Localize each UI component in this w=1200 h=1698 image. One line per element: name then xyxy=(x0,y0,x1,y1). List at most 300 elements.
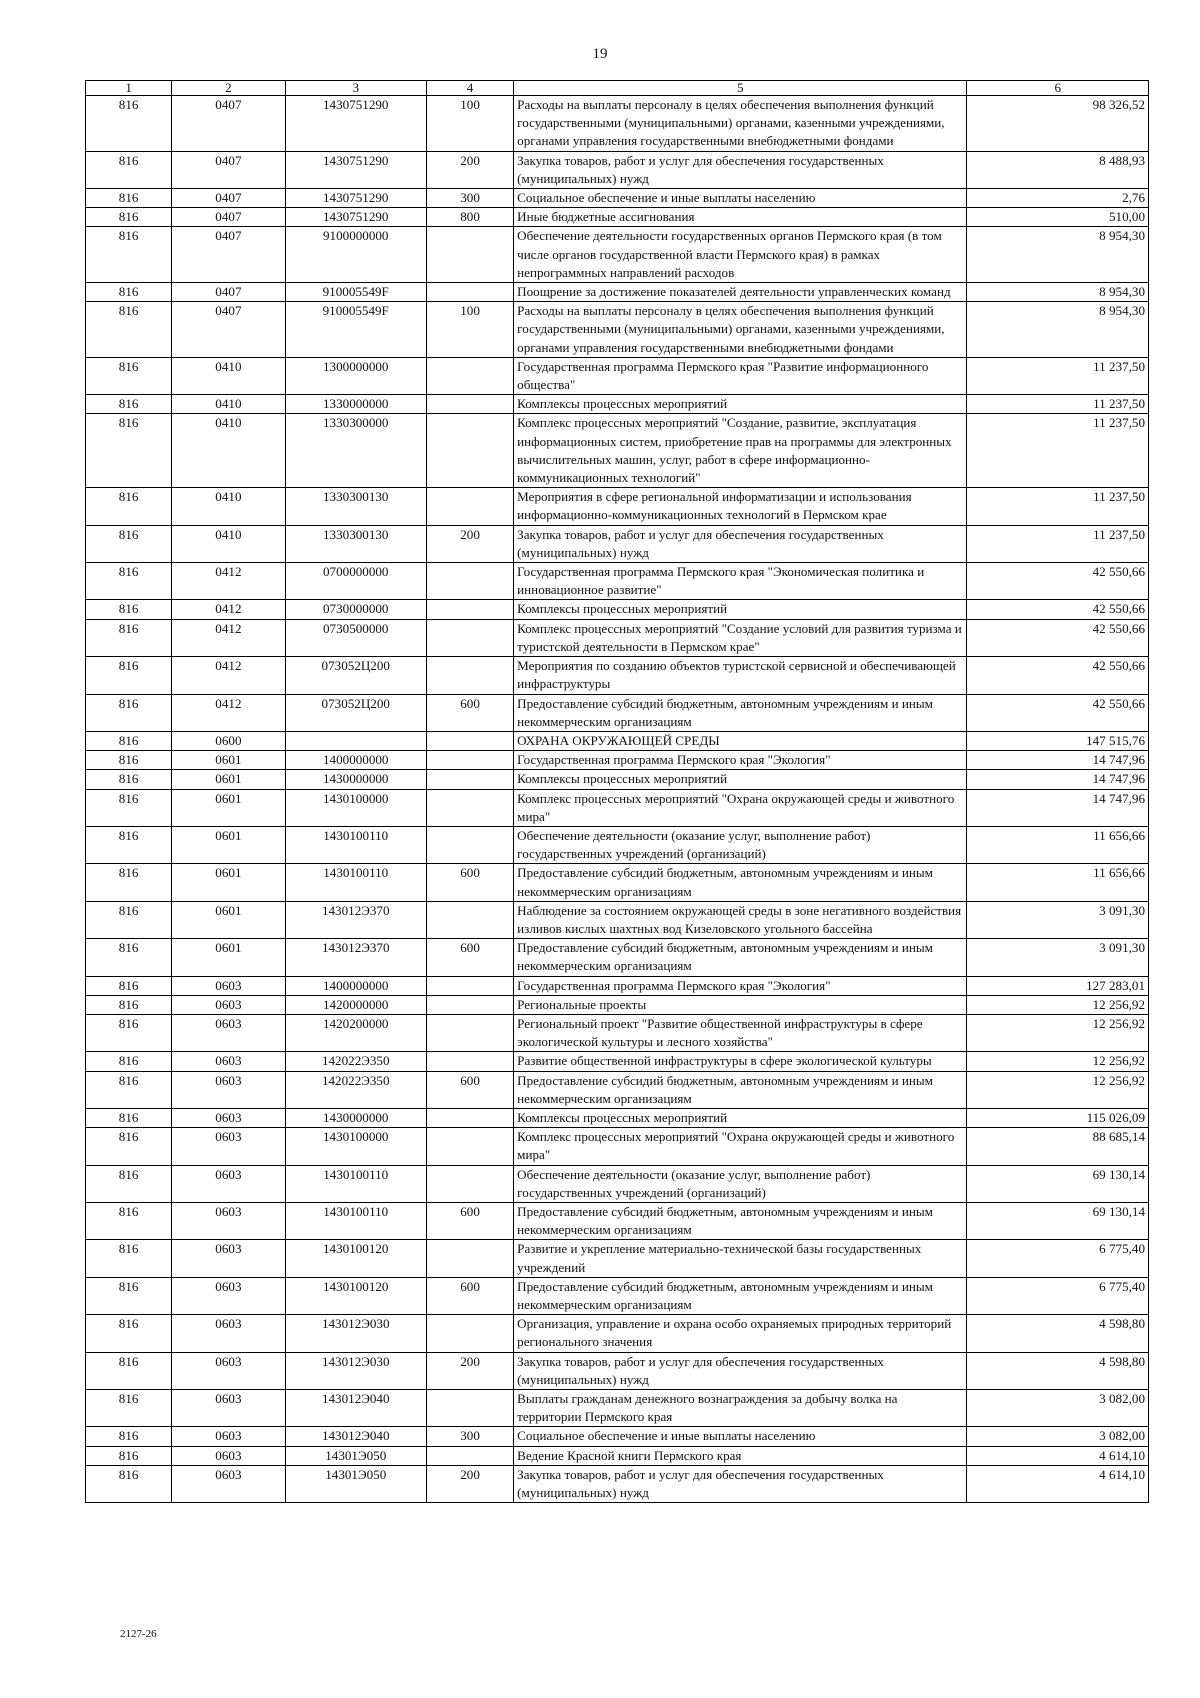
cell-target-article: 1430751290 xyxy=(285,208,426,227)
cell-ministry-code: 816 xyxy=(86,619,172,656)
cell-target-article: 142022Э350 xyxy=(285,1071,426,1108)
cell-description: Закупка товаров, работ и услуг для обеспечения государственных (муниципальных) нужд xyxy=(514,151,967,188)
cell-description: Комплекс процессных мероприятий "Создание условий для развития туризма и туристской деятельности в Пермском крае" xyxy=(514,619,967,656)
cell-description: Социальное обеспечение и иные выплаты населению xyxy=(514,1427,967,1446)
cell-ministry-code: 816 xyxy=(86,901,172,938)
cell-target-article: 143012Э370 xyxy=(285,901,426,938)
cell-expense-type xyxy=(426,1014,513,1051)
cell-description: Комплекс процессных мероприятий "Создание, развитие, эксплуатация информационных систем, приобретение прав на программы для электронных вычислительных машин, услуг, работ в сфере информационно-коммуникационных технологий" xyxy=(514,414,967,488)
cell-expense-type xyxy=(426,789,513,826)
cell-expense-type xyxy=(426,619,513,656)
column-header: 1 xyxy=(86,81,172,96)
cell-target-article: 1300000000 xyxy=(285,357,426,394)
cell-ministry-code: 816 xyxy=(86,600,172,619)
cell-ministry-code: 816 xyxy=(86,1014,172,1051)
cell-expense-type: 300 xyxy=(426,1427,513,1446)
table-row xyxy=(86,1315,1149,1352)
cell-section-code: 0412 xyxy=(172,657,285,694)
table-row xyxy=(86,939,1149,976)
cell-amount: 127 283,01 xyxy=(967,976,1149,995)
cell-section-code: 0603 xyxy=(172,1165,285,1202)
cell-amount: 42 550,66 xyxy=(967,563,1149,600)
cell-description: Обеспечение деятельности государственных органов Пермского края (в том числе органов государственной власти Пермского края) в рамках непрограммных направлений расходов xyxy=(514,227,967,283)
cell-section-code: 0603 xyxy=(172,1202,285,1239)
cell-target-article: 1330300000 xyxy=(285,414,426,488)
cell-amount: 42 550,66 xyxy=(967,619,1149,656)
cell-amount: 14 747,96 xyxy=(967,770,1149,789)
cell-description: Комплексы процессных мероприятий xyxy=(514,600,967,619)
cell-expense-type xyxy=(426,751,513,770)
cell-description: Развитие и укрепление материально-технической базы государственных учреждений xyxy=(514,1240,967,1277)
cell-description: Иные бюджетные ассигнования xyxy=(514,208,967,227)
budget-table xyxy=(85,80,1149,1503)
cell-target-article: 1430000000 xyxy=(285,1108,426,1127)
cell-amount: 11 656,66 xyxy=(967,826,1149,863)
cell-amount: 6 775,40 xyxy=(967,1240,1149,1277)
cell-section-code: 0410 xyxy=(172,357,285,394)
cell-description: Государственная программа Пермского края "Экономическая политика и инновационное развитие" xyxy=(514,563,967,600)
cell-section-code: 0603 xyxy=(172,1390,285,1427)
cell-target-article: 910005549F xyxy=(285,302,426,358)
cell-description: Комплекс процессных мероприятий "Охрана окружающей среды и животного мира" xyxy=(514,789,967,826)
table-row xyxy=(86,789,1149,826)
cell-ministry-code: 816 xyxy=(86,731,172,750)
cell-amount: 8 954,30 xyxy=(967,227,1149,283)
cell-ministry-code: 816 xyxy=(86,1427,172,1446)
cell-description: Региональные проекты xyxy=(514,995,967,1014)
cell-expense-type: 300 xyxy=(426,189,513,208)
cell-section-code: 0603 xyxy=(172,1352,285,1389)
cell-amount: 42 550,66 xyxy=(967,657,1149,694)
table-row xyxy=(86,302,1149,358)
cell-target-article: 1430100110 xyxy=(285,826,426,863)
cell-target-article: 143012Э040 xyxy=(285,1427,426,1446)
cell-ministry-code: 816 xyxy=(86,357,172,394)
cell-expense-type xyxy=(426,227,513,283)
cell-expense-type: 600 xyxy=(426,1071,513,1108)
table-row xyxy=(86,414,1149,488)
cell-amount: 8 954,30 xyxy=(967,283,1149,302)
cell-amount: 11 237,50 xyxy=(967,525,1149,562)
cell-ministry-code: 816 xyxy=(86,302,172,358)
cell-expense-type xyxy=(426,1165,513,1202)
cell-ministry-code: 816 xyxy=(86,1390,172,1427)
cell-expense-type xyxy=(426,770,513,789)
table-row xyxy=(86,1202,1149,1239)
cell-section-code: 0603 xyxy=(172,1108,285,1127)
table-row xyxy=(86,901,1149,938)
cell-amount: 8 488,93 xyxy=(967,151,1149,188)
cell-expense-type: 200 xyxy=(426,525,513,562)
cell-expense-type xyxy=(426,283,513,302)
cell-expense-type: 600 xyxy=(426,864,513,901)
cell-target-article: 143012Э030 xyxy=(285,1352,426,1389)
cell-ministry-code: 816 xyxy=(86,395,172,414)
cell-description: ОХРАНА ОКРУЖАЮЩЕЙ СРЕДЫ xyxy=(514,731,967,750)
cell-amount: 11 237,50 xyxy=(967,395,1149,414)
cell-target-article: 1330300130 xyxy=(285,488,426,525)
cell-ministry-code: 816 xyxy=(86,283,172,302)
cell-description: Обеспечение деятельности (оказание услуг, выполнение работ) государственных учреждений (организаций) xyxy=(514,1165,967,1202)
cell-description: Закупка товаров, работ и услуг для обеспечения государственных (муниципальных) нужд xyxy=(514,1352,967,1389)
table-row xyxy=(86,864,1149,901)
table-row xyxy=(86,1014,1149,1051)
cell-ministry-code: 816 xyxy=(86,227,172,283)
cell-section-code: 0407 xyxy=(172,283,285,302)
cell-ministry-code: 816 xyxy=(86,208,172,227)
cell-expense-type xyxy=(426,731,513,750)
cell-description: Обеспечение деятельности (оказание услуг, выполнение работ) государственных учреждений (организаций) xyxy=(514,826,967,863)
table-row xyxy=(86,1465,1149,1502)
cell-expense-type xyxy=(426,563,513,600)
cell-target-article: 910005549F xyxy=(285,283,426,302)
cell-target-article: 073052Ц200 xyxy=(285,657,426,694)
column-header: 2 xyxy=(172,81,285,96)
cell-target-article: 1430751290 xyxy=(285,189,426,208)
cell-amount: 2,76 xyxy=(967,189,1149,208)
cell-expense-type xyxy=(426,826,513,863)
cell-description: Мероприятия в сфере региональной информатизации и использования информационно-коммуникационных технологий в Пермском крае xyxy=(514,488,967,525)
cell-expense-type: 600 xyxy=(426,1202,513,1239)
cell-expense-type xyxy=(426,395,513,414)
table-row xyxy=(86,1071,1149,1108)
cell-target-article: 1430100110 xyxy=(285,864,426,901)
cell-ministry-code: 816 xyxy=(86,563,172,600)
cell-amount: 11 656,66 xyxy=(967,864,1149,901)
cell-expense-type xyxy=(426,357,513,394)
cell-section-code: 0601 xyxy=(172,751,285,770)
cell-description: Организация, управление и охрана особо охраняемых природных территорий регионального значения xyxy=(514,1315,967,1352)
cell-target-article: 0730000000 xyxy=(285,600,426,619)
cell-amount: 14 747,96 xyxy=(967,751,1149,770)
table-row xyxy=(86,283,1149,302)
cell-section-code: 0603 xyxy=(172,995,285,1014)
cell-description: Государственная программа Пермского края "Экология" xyxy=(514,751,967,770)
column-header: 6 xyxy=(967,81,1149,96)
cell-target-article xyxy=(285,731,426,750)
cell-section-code: 0603 xyxy=(172,1052,285,1071)
cell-section-code: 0601 xyxy=(172,901,285,938)
cell-target-article: 143012Э030 xyxy=(285,1315,426,1352)
cell-description: Комплексы процессных мероприятий xyxy=(514,770,967,789)
cell-section-code: 0603 xyxy=(172,1014,285,1051)
cell-target-article: 143012Э370 xyxy=(285,939,426,976)
cell-expense-type xyxy=(426,976,513,995)
cell-description: Региональный проект "Развитие общественной инфраструктуры в сфере экологической культуры и лесного хозяйства" xyxy=(514,1014,967,1051)
cell-description: Комплекс процессных мероприятий "Охрана окружающей среды и животного мира" xyxy=(514,1128,967,1165)
cell-target-article: 0730500000 xyxy=(285,619,426,656)
cell-description: Закупка товаров, работ и услуг для обеспечения государственных (муниципальных) нужд xyxy=(514,525,967,562)
cell-section-code: 0407 xyxy=(172,208,285,227)
cell-amount: 3 091,30 xyxy=(967,939,1149,976)
cell-section-code: 0603 xyxy=(172,976,285,995)
cell-target-article: 1420200000 xyxy=(285,1014,426,1051)
cell-expense-type xyxy=(426,1315,513,1352)
cell-section-code: 0412 xyxy=(172,563,285,600)
cell-section-code: 0412 xyxy=(172,694,285,731)
column-header: 3 xyxy=(285,81,426,96)
cell-amount: 115 026,09 xyxy=(967,1108,1149,1127)
cell-section-code: 0407 xyxy=(172,302,285,358)
cell-amount: 69 130,14 xyxy=(967,1202,1149,1239)
cell-amount: 11 237,50 xyxy=(967,414,1149,488)
cell-description: Предоставление субсидий бюджетным, автономным учреждениям и иным некоммерческим организациям xyxy=(514,1071,967,1108)
cell-ministry-code: 816 xyxy=(86,1465,172,1502)
cell-expense-type xyxy=(426,1240,513,1277)
cell-expense-type xyxy=(426,600,513,619)
document-code: 2127-26 xyxy=(120,1628,157,1640)
table-row xyxy=(86,619,1149,656)
cell-section-code: 0603 xyxy=(172,1128,285,1165)
cell-amount: 3 082,00 xyxy=(967,1427,1149,1446)
cell-description: Предоставление субсидий бюджетным, автономным учреждениям и иным некоммерческим организациям xyxy=(514,864,967,901)
table-row xyxy=(86,1390,1149,1427)
cell-section-code: 0601 xyxy=(172,864,285,901)
cell-amount: 11 237,50 xyxy=(967,357,1149,394)
cell-target-article: 1430100000 xyxy=(285,1128,426,1165)
table-row xyxy=(86,357,1149,394)
cell-target-article: 1430751290 xyxy=(285,151,426,188)
cell-expense-type xyxy=(426,1128,513,1165)
cell-description: Расходы на выплаты персоналу в целях обеспечения выполнения функций государственными (муниципальными) органами, казенными учреждениями, органами управления государственными внебюджетными фондами xyxy=(514,302,967,358)
cell-section-code: 0603 xyxy=(172,1427,285,1446)
table-row xyxy=(86,1052,1149,1071)
cell-ministry-code: 816 xyxy=(86,96,172,152)
cell-section-code: 0410 xyxy=(172,414,285,488)
cell-ministry-code: 816 xyxy=(86,1071,172,1108)
cell-expense-type: 200 xyxy=(426,1352,513,1389)
table-row xyxy=(86,1277,1149,1314)
cell-ministry-code: 816 xyxy=(86,189,172,208)
table-row xyxy=(86,525,1149,562)
cell-amount: 8 954,30 xyxy=(967,302,1149,358)
cell-section-code: 0407 xyxy=(172,151,285,188)
cell-target-article: 14301Э050 xyxy=(285,1446,426,1465)
cell-amount: 69 130,14 xyxy=(967,1165,1149,1202)
table-row xyxy=(86,151,1149,188)
cell-expense-type xyxy=(426,657,513,694)
table-row xyxy=(86,1446,1149,1465)
cell-description: Расходы на выплаты персоналу в целях обеспечения выполнения функций государственными (муниципальными) органами, казенными учреждениями, органами управления государственными внебюджетными фондами xyxy=(514,96,967,152)
table-header-row xyxy=(86,81,1149,96)
cell-expense-type: 800 xyxy=(426,208,513,227)
cell-expense-type xyxy=(426,901,513,938)
cell-amount: 42 550,66 xyxy=(967,694,1149,731)
cell-section-code: 0601 xyxy=(172,789,285,826)
cell-target-article: 1330300130 xyxy=(285,525,426,562)
cell-section-code: 0407 xyxy=(172,96,285,152)
table-row xyxy=(86,694,1149,731)
cell-amount: 6 775,40 xyxy=(967,1277,1149,1314)
cell-amount: 4 598,80 xyxy=(967,1315,1149,1352)
cell-amount: 3 082,00 xyxy=(967,1390,1149,1427)
cell-section-code: 0603 xyxy=(172,1071,285,1108)
cell-expense-type xyxy=(426,488,513,525)
column-header: 4 xyxy=(426,81,513,96)
cell-expense-type: 600 xyxy=(426,939,513,976)
cell-amount: 4 614,10 xyxy=(967,1465,1149,1502)
cell-ministry-code: 816 xyxy=(86,151,172,188)
column-header: 5 xyxy=(514,81,967,96)
cell-ministry-code: 816 xyxy=(86,1202,172,1239)
cell-amount: 12 256,92 xyxy=(967,995,1149,1014)
cell-expense-type: 100 xyxy=(426,302,513,358)
table-row xyxy=(86,995,1149,1014)
cell-ministry-code: 816 xyxy=(86,1128,172,1165)
cell-target-article: 1430751290 xyxy=(285,96,426,152)
table-row xyxy=(86,1352,1149,1389)
table-row xyxy=(86,976,1149,995)
table-row xyxy=(86,731,1149,750)
table-row xyxy=(86,208,1149,227)
cell-amount: 42 550,66 xyxy=(967,600,1149,619)
table-row xyxy=(86,1128,1149,1165)
cell-section-code: 0410 xyxy=(172,525,285,562)
cell-target-article: 0700000000 xyxy=(285,563,426,600)
cell-expense-type xyxy=(426,1108,513,1127)
cell-description: Социальное обеспечение и иные выплаты населению xyxy=(514,189,967,208)
page-number: 19 xyxy=(592,46,608,62)
cell-target-article: 142022Э350 xyxy=(285,1052,426,1071)
table-row xyxy=(86,1427,1149,1446)
cell-section-code: 0600 xyxy=(172,731,285,750)
table-row xyxy=(86,96,1149,152)
cell-ministry-code: 816 xyxy=(86,1108,172,1127)
cell-section-code: 0412 xyxy=(172,600,285,619)
cell-amount: 3 091,30 xyxy=(967,901,1149,938)
cell-target-article: 1430100120 xyxy=(285,1240,426,1277)
cell-ministry-code: 816 xyxy=(86,1052,172,1071)
table-row xyxy=(86,1165,1149,1202)
cell-target-article: 143012Э040 xyxy=(285,1390,426,1427)
cell-description: Развитие общественной инфраструктуры в сфере экологической культуры xyxy=(514,1052,967,1071)
cell-description: Комплексы процессных мероприятий xyxy=(514,1108,967,1127)
cell-target-article: 1400000000 xyxy=(285,976,426,995)
cell-section-code: 0410 xyxy=(172,395,285,414)
cell-amount: 11 237,50 xyxy=(967,488,1149,525)
cell-ministry-code: 816 xyxy=(86,1240,172,1277)
cell-ministry-code: 816 xyxy=(86,414,172,488)
cell-expense-type: 600 xyxy=(426,694,513,731)
cell-section-code: 0412 xyxy=(172,619,285,656)
cell-expense-type xyxy=(426,995,513,1014)
cell-section-code: 0601 xyxy=(172,770,285,789)
cell-amount: 4 614,10 xyxy=(967,1446,1149,1465)
cell-description: Мероприятия по созданию объектов туристской сервисной и обеспечивающей инфраструктуры xyxy=(514,657,967,694)
cell-description: Предоставление субсидий бюджетным, автономным учреждениям и иным некоммерческим организациям xyxy=(514,1277,967,1314)
cell-amount: 12 256,92 xyxy=(967,1071,1149,1108)
table-row xyxy=(86,657,1149,694)
cell-target-article: 1430100120 xyxy=(285,1277,426,1314)
table-row xyxy=(86,1108,1149,1127)
cell-section-code: 0603 xyxy=(172,1277,285,1314)
cell-amount: 147 515,76 xyxy=(967,731,1149,750)
cell-description: Закупка товаров, работ и услуг для обеспечения государственных (муниципальных) нужд xyxy=(514,1465,967,1502)
table-row xyxy=(86,600,1149,619)
cell-ministry-code: 816 xyxy=(86,694,172,731)
cell-section-code: 0603 xyxy=(172,1465,285,1502)
cell-description: Наблюдение за состоянием окружающей среды в зоне негативного воздействия изливов кислых шахтных вод Кизеловского угольного бассейна xyxy=(514,901,967,938)
cell-section-code: 0410 xyxy=(172,488,285,525)
cell-amount: 14 747,96 xyxy=(967,789,1149,826)
cell-section-code: 0601 xyxy=(172,939,285,976)
cell-expense-type xyxy=(426,1390,513,1427)
cell-ministry-code: 816 xyxy=(86,525,172,562)
cell-expense-type xyxy=(426,1052,513,1071)
cell-section-code: 0601 xyxy=(172,826,285,863)
table-row xyxy=(86,227,1149,283)
cell-ministry-code: 816 xyxy=(86,657,172,694)
cell-ministry-code: 816 xyxy=(86,995,172,1014)
cell-expense-type xyxy=(426,1446,513,1465)
cell-ministry-code: 816 xyxy=(86,1446,172,1465)
cell-section-code: 0603 xyxy=(172,1315,285,1352)
table-row xyxy=(86,563,1149,600)
cell-amount: 510,00 xyxy=(967,208,1149,227)
cell-target-article: 1430100110 xyxy=(285,1165,426,1202)
cell-target-article: 073052Ц200 xyxy=(285,694,426,731)
cell-amount: 4 598,80 xyxy=(967,1352,1149,1389)
cell-description: Выплаты гражданам денежного вознаграждения за добычу волка на территории Пермского края xyxy=(514,1390,967,1427)
cell-description: Предоставление субсидий бюджетным, автономным учреждениям и иным некоммерческим организациям xyxy=(514,694,967,731)
cell-ministry-code: 816 xyxy=(86,1352,172,1389)
cell-target-article: 9100000000 xyxy=(285,227,426,283)
cell-target-article: 14301Э050 xyxy=(285,1465,426,1502)
cell-section-code: 0407 xyxy=(172,189,285,208)
cell-section-code: 0603 xyxy=(172,1240,285,1277)
cell-description: Предоставление субсидий бюджетным, автономным учреждениям и иным некоммерческим организациям xyxy=(514,1202,967,1239)
cell-ministry-code: 816 xyxy=(86,789,172,826)
cell-ministry-code: 816 xyxy=(86,1165,172,1202)
cell-ministry-code: 816 xyxy=(86,1277,172,1314)
table-row xyxy=(86,488,1149,525)
cell-description: Комплексы процессных мероприятий xyxy=(514,395,967,414)
cell-ministry-code: 816 xyxy=(86,976,172,995)
cell-ministry-code: 816 xyxy=(86,1315,172,1352)
cell-amount: 12 256,92 xyxy=(967,1014,1149,1051)
cell-target-article: 1330000000 xyxy=(285,395,426,414)
cell-ministry-code: 816 xyxy=(86,488,172,525)
table-row xyxy=(86,189,1149,208)
cell-ministry-code: 816 xyxy=(86,939,172,976)
cell-expense-type: 100 xyxy=(426,96,513,152)
cell-amount: 98 326,52 xyxy=(967,96,1149,152)
cell-target-article: 1430100000 xyxy=(285,789,426,826)
cell-description: Государственная программа Пермского края "Экология" xyxy=(514,976,967,995)
cell-expense-type: 200 xyxy=(426,151,513,188)
cell-ministry-code: 816 xyxy=(86,770,172,789)
cell-ministry-code: 816 xyxy=(86,864,172,901)
table-row xyxy=(86,770,1149,789)
cell-description: Поощрение за достижение показателей деятельности управленческих команд xyxy=(514,283,967,302)
cell-target-article: 1430100110 xyxy=(285,1202,426,1239)
cell-expense-type xyxy=(426,414,513,488)
cell-section-code: 0407 xyxy=(172,227,285,283)
cell-expense-type: 200 xyxy=(426,1465,513,1502)
table-row xyxy=(86,1240,1149,1277)
cell-target-article: 1420000000 xyxy=(285,995,426,1014)
cell-ministry-code: 816 xyxy=(86,751,172,770)
cell-ministry-code: 816 xyxy=(86,826,172,863)
cell-target-article: 1430000000 xyxy=(285,770,426,789)
cell-description: Ведение Красной книги Пермского края xyxy=(514,1446,967,1465)
cell-amount: 12 256,92 xyxy=(967,1052,1149,1071)
table-row xyxy=(86,751,1149,770)
cell-description: Предоставление субсидий бюджетным, автономным учреждениям и иным некоммерческим организациям xyxy=(514,939,967,976)
cell-description: Государственная программа Пермского края "Развитие информационного общества" xyxy=(514,357,967,394)
table-row xyxy=(86,395,1149,414)
cell-target-article: 1400000000 xyxy=(285,751,426,770)
